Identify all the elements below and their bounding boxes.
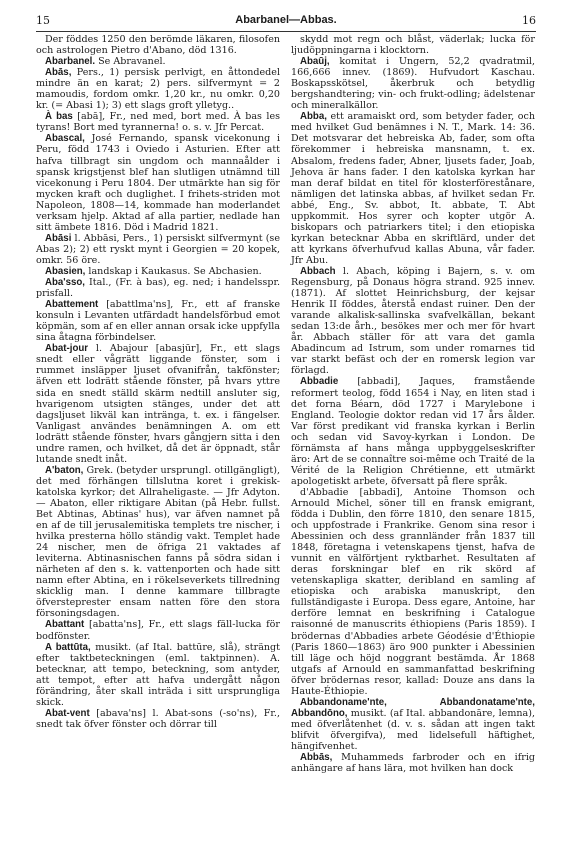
entry-text: komitat i Ungern, 52,2 qvadratmil, 166,666 innev. (1869). Hufvudort Kaschau. Boskapsskötsel, åkerbruk och betydlig bergshandtering; vin- och frukt-odling; ädelstenar och mineralkällor.	[291, 56, 535, 112]
entry-text: ett aramaiskt ord, som betyder fader, och med hvilket Gud benämnes i N. T., Mark. 14: 36. Det motsvarar det hebreiska Ab, fader, som ofta förekommer i hebreiska mansnamn, t. ex. Absalom, fredens fader, Abner, ljusets fader, Joab, Jehova är hans fader. I den katolska kyrkan har man deraf bildat en titel för klosterförestånare, nämligen det latinska abbas, af hvilket sedan Fr. abbé, Eng., Sv. abbot, It. abbate, T. Abt uppkommit. Hos syrer och kopter utgör A. biskopars och patriarkers titel; i den etiopiska kyrkan betecknar Abba en skriftlärd, under det att kyrkans öfverhufvud kallas Abuna, vår fader. Jfr Abu.	[291, 111, 535, 266]
dictionary-entry	[36, 642, 280, 708]
dictionary-entry	[36, 343, 280, 465]
entry-headword: Abascal,	[45, 133, 85, 145]
dictionary-entry	[36, 619, 280, 641]
dictionary-entry	[36, 277, 280, 299]
dictionary-entry	[36, 266, 280, 277]
dictionary-entry	[36, 56, 280, 67]
entry-headword: Abarbanel.	[45, 56, 96, 68]
entry-text: skydd mot regn och blåst, väderlak; lucka för ljudöppningarna i klocktorn.	[291, 34, 535, 57]
right-column	[291, 34, 535, 774]
dictionary-entry	[291, 266, 535, 376]
entry-text: [abbadi], Jaques, framstående reformert teolog, född 1654 i Nay, en liten stad i det forna Béarn, död 1727 i Marylebone i England. Teologie doktor redan vid 17 års ålder. Var först predikant vid franska kyrkan i Berlin och sedan vid Savoy-kyrkan i London. De förnämsta af hans många uppbyggelseskrifter äro: Art de se connaître soi-même och Traité de la Vérité de la Religion Chrétienne, ett utmärkt apologetiskt arbete, öfversatt på flere språk.	[291, 376, 535, 487]
dictionary-entry	[36, 67, 280, 111]
entry-headword: Aba'sso,	[45, 277, 85, 289]
entry-headword: Abbās,	[300, 752, 333, 764]
dictionary-entry	[291, 487, 535, 697]
entry-text: Grek. (betyder ursprungl. otillgängligt), det med förhängen tillslutna koret i grekisk-katolska kyrkor; det Allraheligaste. — Jfr Adyton. — Abaton, eller riktigare Abitan (på Hebr. fullst. Bet Abtinas, Abtinas' hus), var äfven namnet på en af de till jerusalemitiska templets tre nischer, i hvilka presterna höllo ständig vakt. Templet hade 24 nischer, men de öfriga 21 vaktades af leviterna. Abtinasnischen fanns på södra sidan i närheten af den s. k. vattenporten och hade sitt namn efter Abtina, en i rökelseverkets tillredning skicklig man. I denne kammare tillbragte öfversteprester ensam natten före den stora försoningsdagen.	[36, 464, 280, 620]
entry-text: [abava'ns] l. Abat-sons (-so'ns), Fr., snedt tak öfver fönster och dörrar till	[36, 707, 280, 730]
entry-text: l. Abajour [abasjūr], Fr., ett slags snedt eller vågrätt liggande fönster, som i rummet insläpper ljuset ofvanifrån, takfönster; äfven ett lodrätt stående fönster, på hvars yttre sida en snedt ställd skärm nedtill ansluter sig, hvarigenom utsigten stänges, under det att dagsljuset likväl kan intränga, t. ex. i fängelser. Vanligast användes benämningen A. om ett lodrätt stående fönster, hvars gångjern sitta i den undre ramen, och hvilket, då det är öppnadt, står lutande snedt inåt.	[36, 343, 280, 465]
entry-text: musikt. (af Ital. battūre, slå), strängt efter taktbeteckningen (eml. taktpinnen). A. betecknar, att tempo, beteckning, som antyder, att tempot, efter att hafva undergått någon förändring, åter skall inträda i sitt ursprungliga skick.	[36, 641, 280, 708]
entry-headword: Abba,	[300, 111, 327, 123]
page-number-right: 16	[522, 14, 536, 27]
entry-headword: Abasien,	[45, 265, 86, 277]
entry-headword: Abattant	[45, 619, 85, 631]
entry-headword: Abat-vent	[45, 707, 90, 719]
running-title: Abarbanel—Abbas.	[235, 14, 337, 26]
entry-text: musikt. (af Ital. abbandonāre, lemna), med öfverlåtenhet (d. v. s. sådan att ingen takt blifvit öfvergifva), med lidelsefull häftighet, hängifvenhet.	[291, 707, 535, 752]
dictionary-entry	[36, 465, 280, 620]
dictionary-entry	[36, 233, 280, 266]
dictionary-entry	[291, 56, 535, 111]
entry-headword: Abat-jour	[45, 343, 89, 355]
entry-text: Ital., (Fr. à bas), eg. ned; i handelsspr. prisfall.	[36, 277, 280, 300]
entry-headword: Abbadie	[300, 376, 339, 388]
dictionary-entry	[36, 34, 280, 56]
entry-headword: Abās,	[45, 67, 72, 79]
entry-text: [abā], Fr., ned med, bort med. À bas les tyrans! Bort med tyrannerna! o. s. v. Jfr Percat.	[36, 111, 280, 134]
page-number-left: 15	[36, 14, 50, 27]
dictionary-entry	[291, 34, 535, 56]
dictionary-entry	[291, 752, 535, 774]
entry-headword: A'baton,	[45, 464, 84, 476]
entry-text: Der föddes 1250 den berömde läkaren, filosofen och astrologen Pietro d'Abano, död 1316.	[36, 34, 280, 57]
entry-headword: Abbach	[300, 265, 336, 277]
header-rule	[36, 31, 536, 32]
entry-headword: À bas	[45, 111, 73, 123]
entry-text: José Fernando, spansk vicekonung i Peru, född 1743 i Oviedo i Asturien. Efter att hafva tillbragt sin ungdom och mannaålder i spansk krigstjenst blef han slutligen utnämnd till vicekonung i Peru 1804. Der utmärkte han sig för mycken kraft och duglighet. I frihets-striden mot Napoleon, 1808—14, kommade han moderlandet verksam hjelp. Aktad af alla partier, nedlade han sitt ämbete 1816. Död i Madrid 1821.	[36, 133, 280, 233]
entry-text: Muhammeds farbroder och en ifrig anhängare af hans lära, mot hvilken han dock	[291, 752, 535, 775]
dictionary-entry	[291, 111, 535, 266]
dictionary-entry	[291, 376, 535, 486]
dictionary-entry	[36, 708, 280, 730]
entry-text: Pers., 1) persisk perlvigt, en åttondedel mindre än en karat; 2) pers. silfvermynt = 2 mamoudis, fordom omkr. 1,20 kr., nu omkr. 0,20 kr. (= Abasi 1); 3) ett slags groft ylletyg..	[36, 67, 280, 112]
entry-text: d'Abbadie [abbadi], Antoine Thomson och Arnould Michel, söner till en fransk emigrant, födda i Dublin, den förre 1810, den senare 1815, och uppfostrade i Frankrike. Genom sina resor i Abessinien och dess grannländer från 1837 till 1848, företagna i vetenskapens tjenst, hafva de vunnit en välförtjent ryktbarhet. Resultaten af deras forskningar blef en rik skörd af vetenskapliga skatter, deribland en samling af etiopiska och arabiska manuskript, den fullständigaste i Europa. Dess egare, Antoine, har derföre lemnat en beskrifning i Catalogue raisonné de manuscrits éthiopiens (Paris 1859). I brödernas d'Abbadies arbete Géodésie d'Éthiopie (Paris 1860—1863) äro 900 punkter i Abessinien till läge och höjd noggrant bestämda. År 1868 utgafs af Arnould en sammanfattad beskrifning öfver brödernas resor, kallad: Douze ans dans la Haute-Éthiopie.	[291, 486, 535, 697]
dictionary-entry	[36, 111, 280, 133]
page-header	[36, 14, 536, 30]
dictionary-entry	[36, 299, 280, 343]
entry-headword: Abattement	[45, 299, 99, 311]
entry-headword: Abāsi	[45, 232, 72, 244]
dictionary-entry	[291, 697, 535, 752]
entry-text: l. Abach, köping i Bajern, s. v. om Regensburg, på Donaus högra strand. 925 innev. (1871). Af slottet Heinrichsburg, der kejsar Henrik II föddes, återstå endast ruiner. Den der varande alkalisk-sallinska svafvelkällan, bekant sedan 13:de årh., besökes mer och mer för hvart år. Abbach ställer för att vara det gamla Abadincum ad Istrum, som under romarnes tid var starkt befäst och der en romersk legion var förlagd.	[291, 265, 535, 377]
entry-text: Se Abravanel.	[95, 56, 166, 68]
entry-headword: Abaūj,	[300, 56, 330, 68]
entry-headword: A battūta,	[45, 641, 91, 653]
entry-headword: Abbandoname'nte, Abbandonatame'nte, Abbandōno,	[291, 696, 535, 719]
entry-text: [abattlma'ns], Fr., ett af franske konsuln i Levanten utfärdadt handelsförbud emot köpmän, som af en eller annan orsak icke uppfylla sina åtagna förbindelser.	[36, 299, 280, 344]
entry-text: landskap i Kaukasus. Se Abchasien.	[85, 265, 262, 277]
entry-text: l. Abbāsi, Pers., 1) persiskt silfvermynt (se Abas 2); 2) ett ryskt mynt i Georgien = 20 kopek, omkr. 56 öre.	[36, 232, 280, 266]
dictionary-entry	[36, 133, 280, 232]
entry-text: [abatta'ns], Fr., ett slags fäll-lucka för bodfönster.	[36, 619, 280, 642]
left-column	[36, 34, 280, 730]
